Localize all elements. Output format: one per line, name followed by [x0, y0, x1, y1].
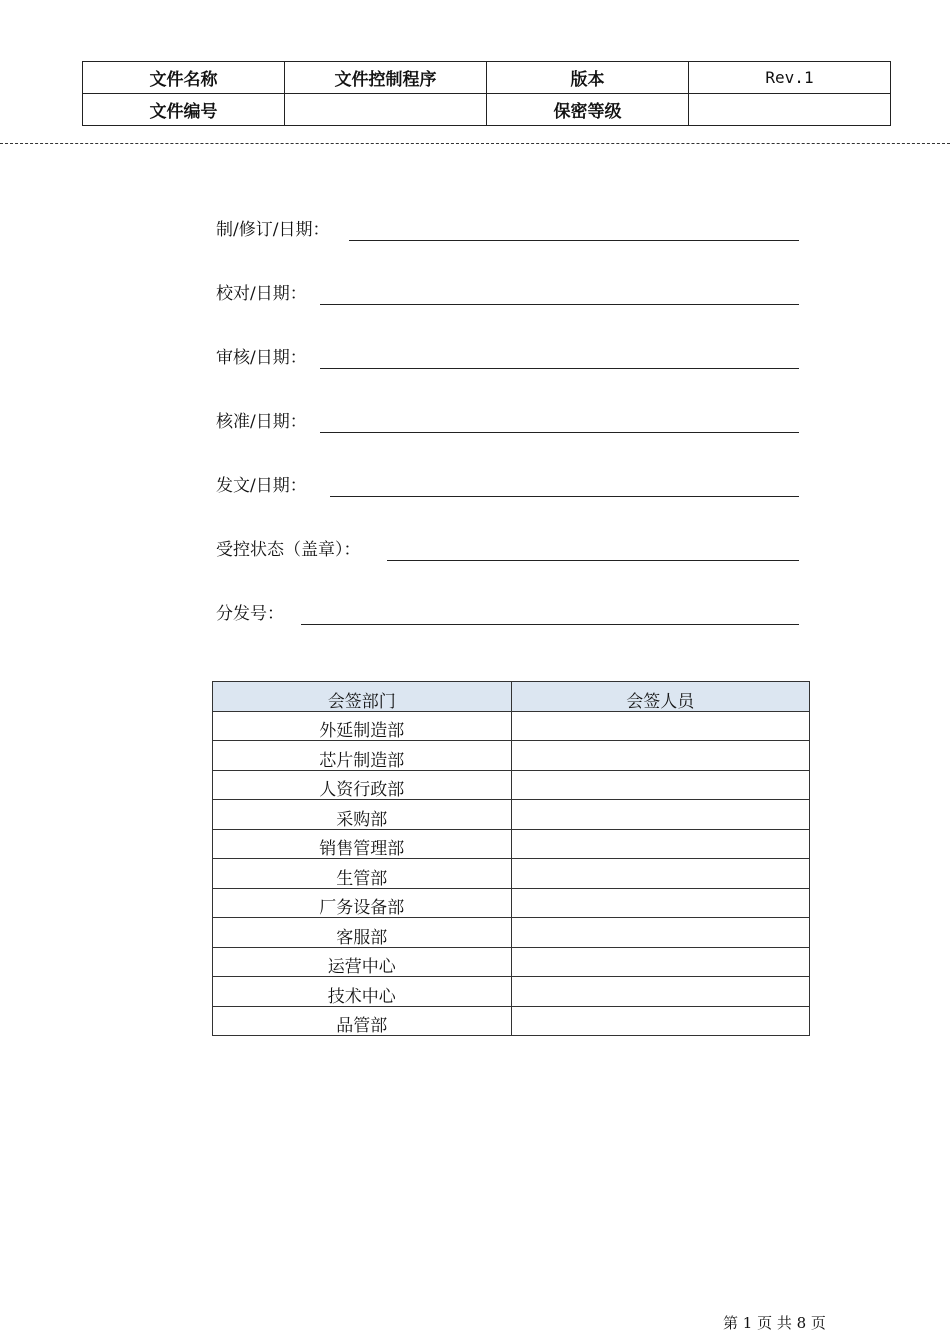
table-row: [213, 918, 810, 948]
file-no-value: [285, 94, 487, 126]
signature-row-approve: [216, 409, 800, 435]
signature-label: 发文/日期：: [216, 476, 307, 496]
header-divider: [0, 143, 950, 144]
person-cell: [511, 888, 810, 918]
table-row: [213, 1006, 810, 1036]
column-header-department: 会签部门: [213, 682, 512, 712]
countersign-table: [212, 681, 810, 1036]
person-cell: [511, 770, 810, 800]
table-row: [213, 859, 810, 889]
signature-label: 制/修订/日期：: [216, 220, 330, 240]
signature-label: 校对/日期：: [216, 284, 307, 304]
page-number: 第 1 页 共 8 页: [723, 1314, 826, 1332]
signature-label: 分发号：: [216, 604, 284, 624]
signature-row-issue: [216, 473, 800, 499]
signature-row-review: [216, 345, 800, 371]
person-cell: [511, 977, 810, 1007]
signature-line: [320, 432, 799, 433]
file-name-label: 文件名称: [83, 62, 285, 94]
table-row: [213, 770, 810, 800]
department-cell: 外延制造部: [213, 711, 512, 741]
department-cell: 客服部: [213, 918, 512, 948]
department-cell: 品管部: [213, 1006, 512, 1036]
table-row: [213, 800, 810, 830]
department-cell: 销售管理部: [213, 829, 512, 859]
department-cell: 人资行政部: [213, 770, 512, 800]
signature-line: [320, 368, 799, 369]
person-cell: [511, 829, 810, 859]
department-cell: 采购部: [213, 800, 512, 830]
signature-row-proofread: [216, 281, 800, 307]
table-row: [213, 829, 810, 859]
version-value: Rev.1: [689, 62, 891, 94]
department-cell: 厂务设备部: [213, 888, 512, 918]
person-cell: [511, 741, 810, 771]
confidential-value: [689, 94, 891, 126]
signature-line: [301, 624, 799, 625]
version-label: 版本: [487, 62, 689, 94]
person-cell: [511, 859, 810, 889]
confidential-label: 保密等级: [487, 94, 689, 126]
table-row: [213, 711, 810, 741]
table-row: [213, 888, 810, 918]
signature-line: [330, 496, 799, 497]
person-cell: [511, 1006, 810, 1036]
signature-row-revise: [216, 217, 800, 243]
file-no-label: 文件编号: [83, 94, 285, 126]
signature-row-distribution-no: [216, 601, 800, 627]
person-cell: [511, 711, 810, 741]
signature-row-controlled-status: [216, 537, 800, 563]
file-name-value: 文件控制程序: [285, 62, 487, 94]
department-cell: 运营中心: [213, 947, 512, 977]
person-cell: [511, 918, 810, 948]
signature-label: 审核/日期：: [216, 348, 307, 368]
table-row: [213, 977, 810, 1007]
department-cell: 生管部: [213, 859, 512, 889]
signature-line: [387, 560, 799, 561]
document-header-table: [82, 61, 891, 126]
signature-label: 受控状态（盖章）：: [216, 540, 361, 560]
table-row: [213, 947, 810, 977]
department-cell: 芯片制造部: [213, 741, 512, 771]
signature-line: [349, 240, 799, 241]
person-cell: [511, 947, 810, 977]
signature-line: [320, 304, 799, 305]
column-header-person: 会签人员: [511, 682, 810, 712]
signature-label: 核准/日期：: [216, 412, 307, 432]
table-row: [213, 741, 810, 771]
department-cell: 技术中心: [213, 977, 512, 1007]
person-cell: [511, 800, 810, 830]
